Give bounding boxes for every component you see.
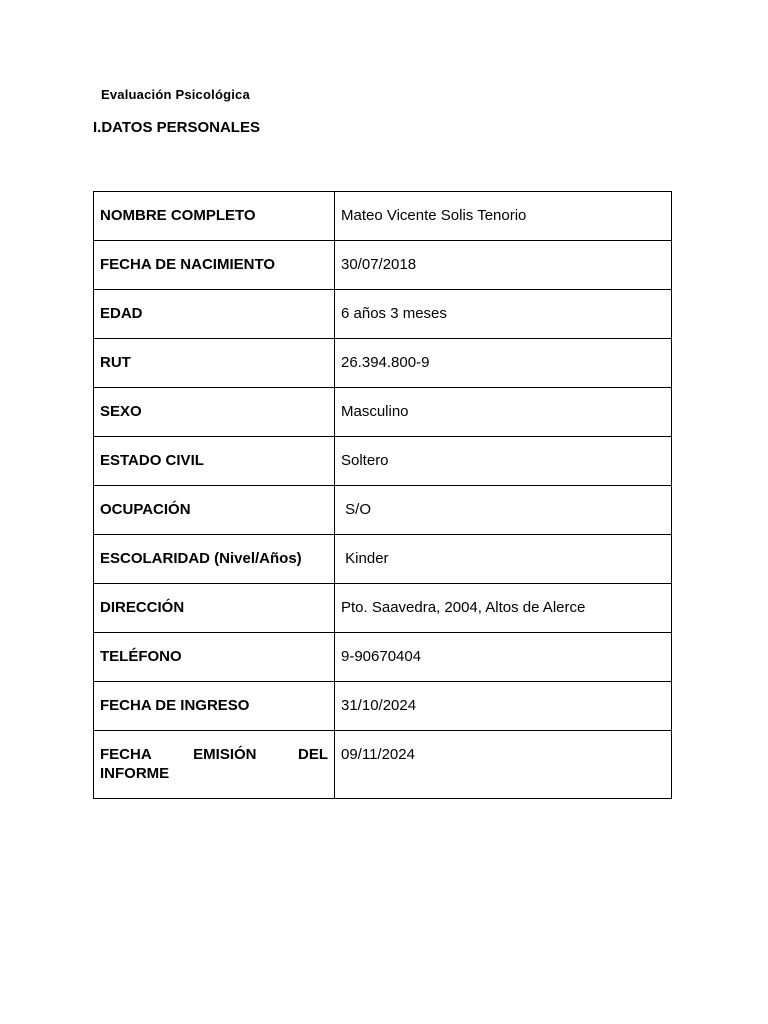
table-row bbox=[94, 682, 672, 731]
table-row bbox=[94, 437, 672, 486]
row-label: EDAD bbox=[94, 290, 335, 339]
row-value: 26.394.800-9 bbox=[335, 339, 672, 388]
row-label: ESCOLARIDAD (Nivel/Años) bbox=[94, 535, 335, 584]
row-value: 09/11/2024 bbox=[335, 731, 672, 799]
row-label: OCUPACIÓN bbox=[94, 486, 335, 535]
row-label-word: DEL bbox=[297, 746, 328, 763]
row-value: 31/10/2024 bbox=[335, 682, 672, 731]
row-label: TELÉFONO bbox=[94, 633, 335, 682]
row-label: ESTADO CIVIL bbox=[94, 437, 335, 486]
row-label-word: EMISIÓN bbox=[193, 746, 257, 763]
table-row bbox=[94, 192, 672, 241]
table-row bbox=[94, 486, 672, 535]
row-label-word: FECHA bbox=[100, 746, 152, 763]
table-row bbox=[94, 388, 672, 437]
row-label: DIRECCIÓN bbox=[94, 584, 335, 633]
row-label: SEXO bbox=[94, 388, 335, 437]
row-value: 9-90670404 bbox=[335, 633, 672, 682]
row-value: Mateo Vicente Solis Tenorio bbox=[335, 192, 672, 241]
row-label-line bbox=[100, 745, 328, 764]
table-row bbox=[94, 290, 672, 339]
row-value: S/O bbox=[335, 486, 672, 535]
table-row bbox=[94, 339, 672, 388]
section-title: I.DATOS PERSONALES bbox=[93, 119, 260, 136]
row-value: Kinder bbox=[335, 535, 672, 584]
row-value: Soltero bbox=[335, 437, 672, 486]
row-label: FECHA DE NACIMIENTO bbox=[94, 241, 335, 290]
row-label: NOMBRE COMPLETO bbox=[94, 192, 335, 241]
table-row bbox=[94, 535, 672, 584]
document-title: Evaluación Psicológica bbox=[101, 87, 250, 102]
row-label-line: INFORME bbox=[100, 765, 170, 782]
row-label: RUT bbox=[94, 339, 335, 388]
table-row bbox=[94, 731, 672, 799]
row-label bbox=[94, 731, 335, 799]
row-value: Pto. Saavedra, 2004, Altos de Alerce bbox=[335, 584, 672, 633]
row-value: 30/07/2018 bbox=[335, 241, 672, 290]
row-value: 6 años 3 meses bbox=[335, 290, 672, 339]
table-row bbox=[94, 584, 672, 633]
row-value: Masculino bbox=[335, 388, 672, 437]
row-label: FECHA DE INGRESO bbox=[94, 682, 335, 731]
personal-data-table bbox=[93, 191, 672, 799]
table-row bbox=[94, 241, 672, 290]
table-row bbox=[94, 633, 672, 682]
